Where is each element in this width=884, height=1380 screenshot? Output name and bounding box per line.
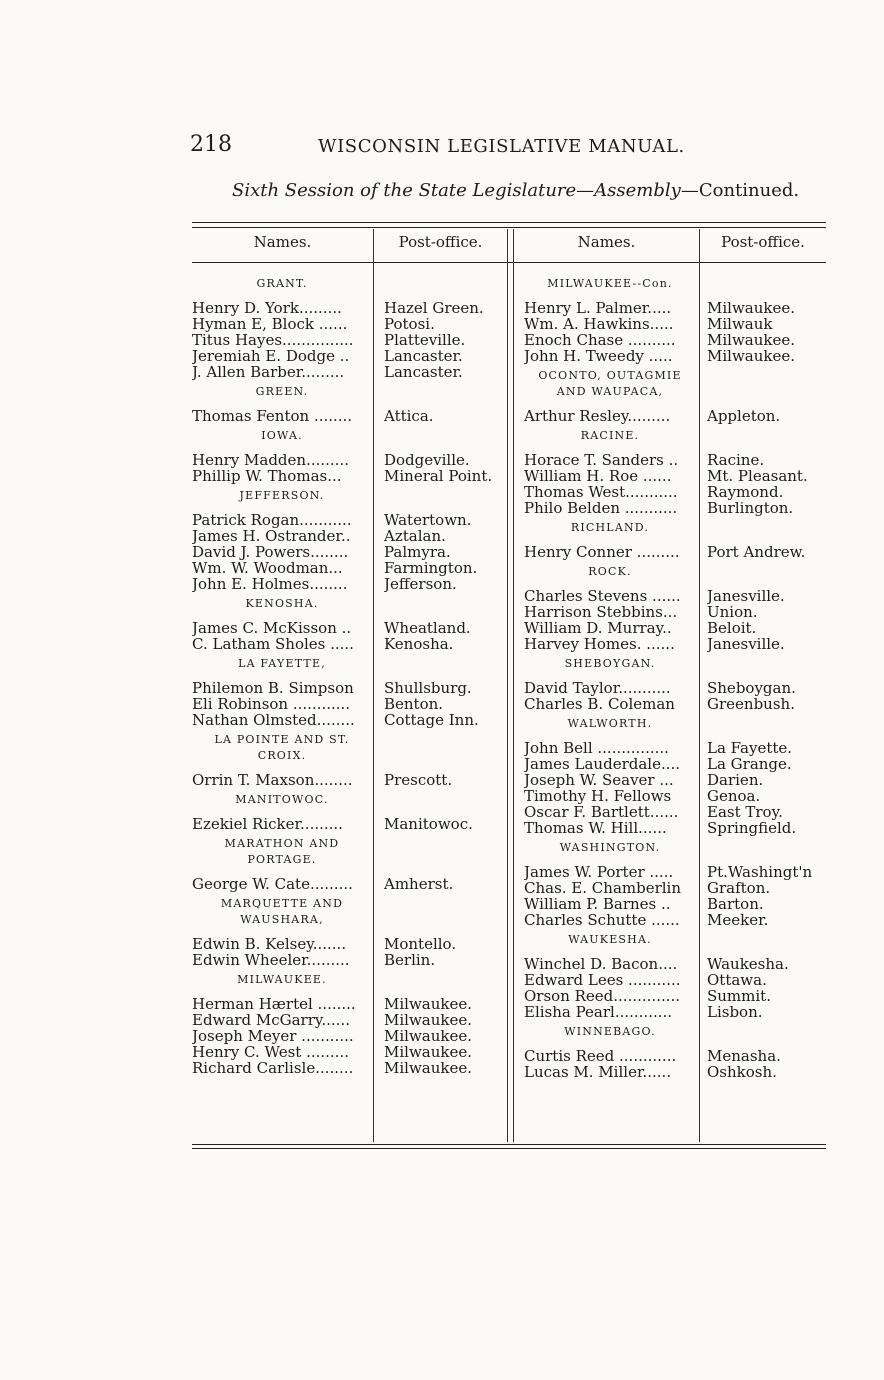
member-post-office: Amherst. xyxy=(384,876,454,892)
member-name: Edwin B. Kelsey....... xyxy=(192,936,347,952)
member-post-office: Berlin. xyxy=(384,952,436,968)
member-post-office: Janesville. xyxy=(707,588,785,604)
member-post-office: La Fayette. xyxy=(707,740,793,756)
member-name: Henry C. West ......... xyxy=(192,1044,349,1060)
county-spacer xyxy=(707,560,831,588)
member-post-office: Mt. Pleasant. xyxy=(707,468,808,484)
county-spacer xyxy=(384,424,506,452)
member-post-office: Burlington. xyxy=(707,500,794,516)
county-spacer xyxy=(384,484,506,512)
member-name: Hyman E, Block ...... xyxy=(192,316,348,332)
member-name: J. Allen Barber......... xyxy=(192,364,345,380)
member-name: Joseph Meyer ........... xyxy=(192,1028,354,1044)
county-heading xyxy=(524,520,696,536)
county-heading xyxy=(192,488,372,504)
member-post-office: Hazel Green. xyxy=(384,300,484,316)
county-heading-line: WASHINGTON. xyxy=(559,841,661,854)
member-post-office: Palmyra. xyxy=(384,544,451,560)
county-heading-line: LA FAYETTE, xyxy=(238,657,326,670)
member-name: Harrison Stebbins... xyxy=(524,604,678,620)
county-heading-line: SHEBOYGAN. xyxy=(564,657,656,670)
member-post-office: Platteville. xyxy=(384,332,466,348)
member-name: Harvey Homes. ...... xyxy=(524,636,675,652)
top-rule xyxy=(192,222,826,223)
county-spacer xyxy=(384,272,506,300)
member-post-office: Menasha. xyxy=(707,1048,781,1064)
county-heading-line: JEFFERSON. xyxy=(239,489,325,502)
member-name: Chas. E. Chamberlin xyxy=(524,880,682,896)
member-name: Elisha Pearl............ xyxy=(524,1004,673,1020)
column-divider-double-b xyxy=(513,229,514,1142)
table-caption xyxy=(232,180,799,201)
member-name: Titus Hayes............... xyxy=(192,332,354,348)
member-post-office: Prescott. xyxy=(384,772,453,788)
county-heading-line: OCONTO, OUTAGMIE xyxy=(538,369,682,382)
county-spacer xyxy=(384,892,506,936)
member-name: Henry Conner ......... xyxy=(524,544,680,560)
member-name: James Lauderdale.... xyxy=(524,756,681,772)
member-post-office: Wheatland. xyxy=(384,620,471,636)
member-name: Thomas Fenton ........ xyxy=(192,408,353,424)
member-name: Orrin T. Maxson........ xyxy=(192,772,353,788)
county-heading xyxy=(192,896,372,928)
member-name: Charles Schutte ...... xyxy=(524,912,680,928)
member-name: James W. Porter ..... xyxy=(524,864,674,880)
member-post-office: Milwaukee. xyxy=(707,332,796,348)
county-heading xyxy=(524,840,696,856)
right-post-office-column xyxy=(707,272,831,1080)
member-post-office: Milwaukee. xyxy=(384,1012,473,1028)
member-post-office: Ottawa. xyxy=(707,972,767,988)
member-post-office: Potosi. xyxy=(384,316,435,332)
member-name: Philemon B. Simpson xyxy=(192,680,354,696)
county-spacer xyxy=(707,1020,831,1048)
member-post-office: Mineral Point. xyxy=(384,468,493,484)
county-spacer xyxy=(384,788,506,816)
county-spacer xyxy=(384,652,506,680)
member-name: Henry L. Palmer..... xyxy=(524,300,672,316)
member-name: Thomas W. Hill...... xyxy=(524,820,667,836)
member-post-office: Milwaukee. xyxy=(707,300,796,316)
member-name: Horace T. Sanders .. xyxy=(524,452,679,468)
county-spacer xyxy=(384,592,506,620)
header-post-office-left: Post-office. xyxy=(398,233,483,251)
member-post-office: Jefferson. xyxy=(384,576,457,592)
member-name: Patrick Rogan........... xyxy=(192,512,352,528)
county-spacer xyxy=(707,424,831,452)
member-name: Herman Hærtel ........ xyxy=(192,996,356,1012)
member-post-office: La Grange. xyxy=(707,756,792,772)
county-heading-line: PORTAGE. xyxy=(247,853,317,866)
member-post-office: Benton. xyxy=(384,696,444,712)
county-heading-line: WINNEBAGO. xyxy=(564,1025,656,1038)
member-post-office: Port Andrew. xyxy=(707,544,806,560)
member-post-office: Raymond. xyxy=(707,484,784,500)
county-heading xyxy=(192,428,372,444)
member-post-office: Attica. xyxy=(384,408,434,424)
member-name: Thomas West........... xyxy=(524,484,678,500)
member-post-office: Barton. xyxy=(707,896,764,912)
member-name: John H. Tweedy ..... xyxy=(524,348,673,364)
member-post-office: Watertown. xyxy=(384,512,472,528)
header-post-office-right: Post-office. xyxy=(721,233,805,251)
county-spacer xyxy=(384,968,506,996)
member-post-office: Lancaster. xyxy=(384,364,463,380)
member-name: Ezekiel Ricker......... xyxy=(192,816,343,832)
member-name: Joseph W. Seaver ... xyxy=(524,772,674,788)
county-heading xyxy=(524,368,696,400)
county-heading xyxy=(192,656,372,672)
member-name: Eli Robinson ............ xyxy=(192,696,351,712)
member-post-office: Lisbon. xyxy=(707,1004,763,1020)
member-post-office: Pt.Washingt'n xyxy=(707,864,813,880)
county-heading-line: GRANT. xyxy=(256,277,308,290)
member-post-office: Dodgeville. xyxy=(384,452,470,468)
column-divider xyxy=(699,229,700,1142)
member-name: Wm. A. Hawkins..... xyxy=(524,316,674,332)
member-post-office: Greenbush. xyxy=(707,696,795,712)
member-name: Nathan Olmsted........ xyxy=(192,712,355,728)
left-post-office-column xyxy=(384,272,506,1076)
county-spacer xyxy=(707,836,831,864)
county-spacer xyxy=(707,712,831,740)
header-names-right: Names. xyxy=(577,233,636,251)
county-heading-line: CROIX. xyxy=(257,749,307,762)
member-name: William H. Roe ...... xyxy=(524,468,672,484)
member-post-office: Springfield. xyxy=(707,820,797,836)
top-rule-thin xyxy=(192,227,826,228)
member-name: Winchel D. Bacon.... xyxy=(524,956,678,972)
member-name: John Bell ............... xyxy=(524,740,669,756)
right-names-column xyxy=(524,272,696,1080)
member-name: Enoch Chase .......... xyxy=(524,332,676,348)
county-spacer xyxy=(384,832,506,876)
member-post-office: Shullsburg. xyxy=(384,680,472,696)
member-post-office: Racine. xyxy=(707,452,765,468)
member-post-office: East Troy. xyxy=(707,804,783,820)
member-post-office: Sheboygan. xyxy=(707,680,796,696)
member-post-office: Milwaukee. xyxy=(384,1060,473,1076)
county-heading-line: MANITOWOC. xyxy=(235,793,329,806)
member-name: Lucas M. Miller...... xyxy=(524,1064,672,1080)
member-name: Oscar F. Bartlett...... xyxy=(524,804,679,820)
member-name: Jeremiah E. Dodge .. xyxy=(192,348,350,364)
county-heading-line: GREEN. xyxy=(255,385,309,398)
bottom-rule-thick xyxy=(192,1148,826,1149)
member-name: James H. Ostrander.. xyxy=(192,528,351,544)
county-heading-line: RACINE. xyxy=(580,429,640,442)
member-post-office: Milwauk xyxy=(707,316,773,332)
county-heading-line: MARATHON AND xyxy=(224,837,340,850)
county-heading xyxy=(524,656,696,672)
member-post-office: Montello. xyxy=(384,936,457,952)
county-heading xyxy=(524,276,696,292)
member-name: Henry Madden......... xyxy=(192,452,349,468)
member-post-office: Oshkosh. xyxy=(707,1064,777,1080)
county-heading xyxy=(192,596,372,612)
member-name: David J. Powers........ xyxy=(192,544,349,560)
left-names-column xyxy=(192,272,372,1076)
county-spacer xyxy=(707,652,831,680)
county-heading xyxy=(192,792,372,808)
member-name: Henry D. York......... xyxy=(192,300,342,316)
member-name: Edward Lees ........... xyxy=(524,972,681,988)
member-name: George W. Cate......... xyxy=(192,876,353,892)
county-heading-line: MILWAUKEE--Con. xyxy=(547,277,673,290)
member-post-office: Kenosha. xyxy=(384,636,454,652)
county-heading xyxy=(192,276,372,292)
member-post-office: Darien. xyxy=(707,772,764,788)
county-spacer xyxy=(384,728,506,772)
county-heading-line: WAUKESHA. xyxy=(568,933,652,946)
member-name: William D. Murray.. xyxy=(524,620,672,636)
county-heading-line: LA POINTE AND ST. xyxy=(214,733,350,746)
column-divider xyxy=(373,229,374,1142)
county-heading xyxy=(524,428,696,444)
member-post-office: Meeker. xyxy=(707,912,769,928)
county-heading xyxy=(524,1024,696,1040)
caption-plain: Continued. xyxy=(698,180,800,201)
member-name: Phillip W. Thomas... xyxy=(192,468,342,484)
member-name: C. Latham Sholes ..... xyxy=(192,636,354,652)
member-post-office: Union. xyxy=(707,604,758,620)
county-heading-line: KENOSHA. xyxy=(245,597,319,610)
county-heading-line: IOWA. xyxy=(261,429,303,442)
member-name: Timothy H. Fellows xyxy=(524,788,672,804)
member-post-office: Waukesha. xyxy=(707,956,789,972)
member-name: Arthur Resley......... xyxy=(524,408,671,424)
county-spacer xyxy=(707,516,831,544)
county-heading xyxy=(524,716,696,732)
member-name: James C. McKisson .. xyxy=(192,620,352,636)
county-heading xyxy=(192,384,372,400)
member-name: Philo Belden ........... xyxy=(524,500,678,516)
county-heading-line: AND WAUPACA, xyxy=(556,385,664,398)
county-spacer xyxy=(384,380,506,408)
caption-italic: Sixth Session of the State Legislature—Assembly— xyxy=(232,180,699,201)
member-name: David Taylor........... xyxy=(524,680,671,696)
county-heading-line: MILWAUKEE. xyxy=(237,973,327,986)
member-post-office: Grafton. xyxy=(707,880,771,896)
member-post-office: Manitowoc. xyxy=(384,816,473,832)
county-heading-line: ROCK. xyxy=(588,565,632,578)
member-post-office: Summit. xyxy=(707,988,771,1004)
member-post-office: Milwaukee. xyxy=(384,996,473,1012)
member-name: Wm. W. Woodman... xyxy=(192,560,343,576)
county-spacer xyxy=(707,272,831,300)
county-heading-line: MARQUETTE AND xyxy=(220,897,344,910)
member-post-office: Milwaukee. xyxy=(384,1044,473,1060)
member-post-office: Farmington. xyxy=(384,560,478,576)
member-post-office: Lancaster. xyxy=(384,348,463,364)
member-name: William P. Barnes .. xyxy=(524,896,671,912)
running-head: WISCONSIN LEGISLATIVE MANUAL. xyxy=(318,136,685,157)
county-heading xyxy=(192,836,372,868)
member-name: Orson Reed.............. xyxy=(524,988,681,1004)
county-heading-line: WAUSHARA, xyxy=(240,913,324,926)
bottom-rule xyxy=(192,1144,826,1145)
county-heading xyxy=(192,972,372,988)
county-heading xyxy=(192,732,372,764)
member-post-office: Milwaukee. xyxy=(707,348,796,364)
header-names-left: Names. xyxy=(253,233,312,251)
page-number: 218 xyxy=(190,132,232,157)
member-post-office: Beloit. xyxy=(707,620,757,636)
member-post-office: Janesville. xyxy=(707,636,785,652)
member-name: Richard Carlisle........ xyxy=(192,1060,354,1076)
member-name: John E. Holmes........ xyxy=(192,576,348,592)
county-spacer xyxy=(707,364,831,408)
column-divider-double-a xyxy=(507,229,508,1142)
member-post-office: Milwaukee. xyxy=(384,1028,473,1044)
member-post-office: Appleton. xyxy=(707,408,781,424)
header-rule xyxy=(192,262,826,263)
county-spacer xyxy=(707,928,831,956)
county-heading xyxy=(524,564,696,580)
county-heading-line: RICHLAND. xyxy=(570,521,650,534)
member-post-office: Genoa. xyxy=(707,788,761,804)
member-name: Curtis Reed ............ xyxy=(524,1048,677,1064)
member-post-office: Aztalan. xyxy=(384,528,446,544)
member-name: Charles B. Coleman xyxy=(524,696,675,712)
county-heading-line: WALWORTH. xyxy=(567,717,653,730)
county-heading xyxy=(524,932,696,948)
member-post-office: Cottage Inn. xyxy=(384,712,479,728)
member-name: Charles Stevens ...... xyxy=(524,588,681,604)
member-name: Edward McGarry...... xyxy=(192,1012,350,1028)
member-name: Edwin Wheeler......... xyxy=(192,952,350,968)
